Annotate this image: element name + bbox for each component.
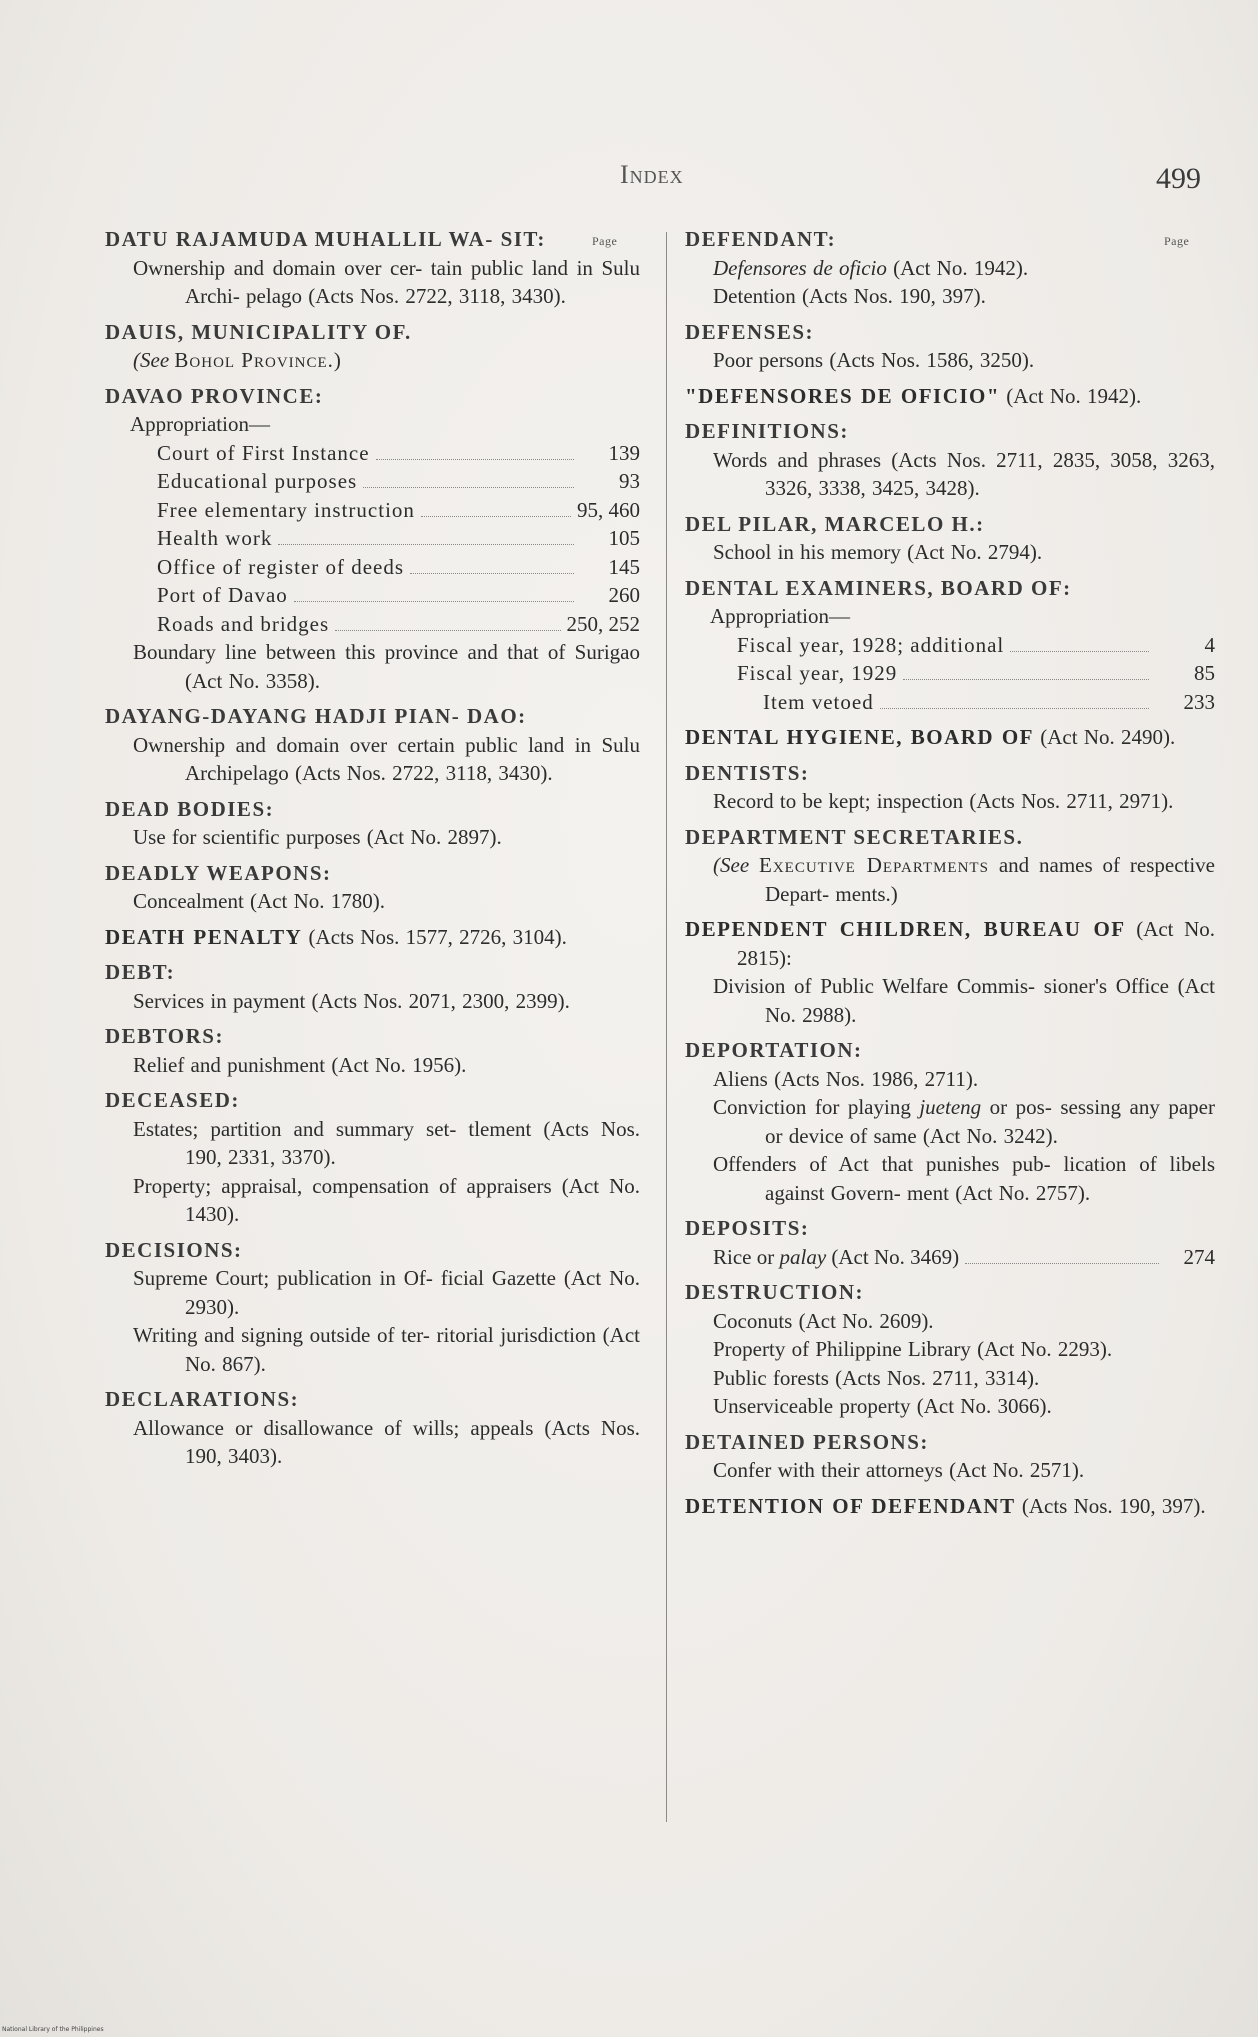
index-entry xyxy=(685,823,1215,909)
index-entry xyxy=(685,915,1215,1029)
entry-heading: DEFINITIONS: xyxy=(685,419,849,443)
entry-heading: DENTAL EXAMINERS, BOARD OF: xyxy=(685,575,1072,600)
page-ref: 95, 460 xyxy=(577,497,640,522)
index-entry xyxy=(685,417,1215,503)
index-entry xyxy=(105,1385,640,1471)
entry-reference: (Acts Nos. 190, 397). xyxy=(1021,1493,1206,1518)
page-item: Rice or palay (Act No. 3469) 274 xyxy=(685,1243,1215,1272)
entry-heading: DENTAL HYGIENE, BOARD OF xyxy=(685,725,1034,749)
page-ref: 250, 252 xyxy=(566,611,640,636)
entry-subentry: Services in payment (Acts Nos. 2071, 2300, 2399). xyxy=(133,988,570,1013)
index-entry xyxy=(685,1036,1215,1207)
entry-subentry: Concealment (Act No. 1780). xyxy=(133,889,386,913)
page-item: Educational purposes 93 xyxy=(105,467,640,496)
subheading: Appropriation— xyxy=(130,412,270,436)
entry-subentry: Defensores de oficio (Act No. 1942). xyxy=(713,255,1029,280)
page-item: Fiscal year, 1929 85 xyxy=(685,659,1215,688)
entry-heading: DEAD BODIES: xyxy=(105,796,275,821)
index-entry xyxy=(105,1086,640,1229)
entry-subentry: Ownership and domain over cer- tain public land in Sulu Archi- pelago (Acts Nos. 2722, 3118, 3430). xyxy=(133,255,640,308)
entry-subentry: Coconuts (Act No. 2609). xyxy=(713,1308,934,1333)
index-entry xyxy=(105,1022,640,1079)
page-item: Court of First Instance 139 xyxy=(105,439,640,468)
index-entry xyxy=(685,382,1215,411)
index-entry xyxy=(685,1428,1215,1485)
page-ref: 105 xyxy=(608,526,640,550)
index-entry xyxy=(685,759,1215,816)
entry-subentry: Relief and punishment (Act No. 1956). xyxy=(133,1052,467,1077)
index-entry xyxy=(105,382,640,696)
page-item: Fiscal year, 1928; additional 4 xyxy=(685,631,1215,660)
see-target: Bohol Province.) xyxy=(174,348,342,372)
page-ref: 85 xyxy=(1194,661,1215,685)
index-entry xyxy=(685,510,1215,567)
page-ref: 93 xyxy=(619,469,640,493)
entry-reference: (Acts Nos. 1577, 2726, 3104). xyxy=(308,924,567,949)
page-item: Health work 105 xyxy=(105,524,640,553)
entry-subentry: Boundary line between this province and that of Surigao (Act No. 3358). xyxy=(133,640,640,693)
index-entry xyxy=(685,1278,1215,1421)
index-entry xyxy=(685,723,1215,752)
subheading: Appropriation— xyxy=(710,604,850,628)
entry-heading: DETAINED PERSONS: xyxy=(685,1429,929,1454)
index-entry xyxy=(105,702,640,788)
page-ref: 260 xyxy=(608,583,640,607)
entry-heading: DAVAO PROVINCE: xyxy=(105,383,324,408)
entry-subentry: Unserviceable property (Act No. 3066). xyxy=(713,1394,1052,1418)
entry-heading: DESTRUCTION: xyxy=(685,1280,865,1304)
entry-subentry: Conviction for playing jueteng or pos- sessing any paper or device of same (Act No. 3242). xyxy=(713,1095,1215,1148)
index-entry xyxy=(105,958,640,1015)
entry-heading: DECLARATIONS: xyxy=(105,1387,300,1411)
entry-heading: DEPORTATION: xyxy=(685,1038,863,1062)
entry-heading: DEBTORS: xyxy=(105,1024,224,1048)
entry-subentry: Record to be kept; inspection (Acts Nos. 2711, 2971). xyxy=(713,789,1174,813)
page-ref: 274 xyxy=(1183,1244,1215,1269)
index-entry xyxy=(685,318,1215,375)
entry-subentry: Poor persons (Acts Nos. 1586, 3250). xyxy=(713,348,1035,372)
page-item: Roads and bridges 250, 252 xyxy=(105,610,640,639)
entry-subentry: School in his memory (Act No. 2794). xyxy=(713,540,1043,564)
index-entry xyxy=(105,795,640,852)
entry-heading: DEPOSITS: xyxy=(685,1216,810,1240)
entry-subentry: Allowance or disallowance of wills; appeals (Acts Nos. 190, 3403). xyxy=(133,1415,640,1468)
page-item: Port of Davao 260 xyxy=(105,581,640,610)
entry-subentry: Property of Philippine Library (Act No. 2293). xyxy=(713,1337,1113,1361)
entry-heading: DEATH PENALTY xyxy=(105,924,303,949)
entry-heading-line: DEPENDENT CHILDREN, BUREAU OF (Act No. 2815): xyxy=(685,917,1216,970)
entry-heading: DEL PILAR, MARCELO H.: xyxy=(685,511,985,536)
entry-heading: DENTISTS: xyxy=(685,760,810,785)
entry-subentry: Property; appraisal, compensation of appraisers (Act No. 1430). xyxy=(133,1173,640,1226)
entry-heading: DEPARTMENT SECRETARIES. xyxy=(685,824,1024,849)
page-ref: 145 xyxy=(608,554,640,579)
entry-heading: DECISIONS: xyxy=(105,1237,243,1262)
entry-subentry: Ownership and domain over certain public land in Sulu Archipelago (Acts Nos. 2722, 3118, 3430). xyxy=(133,732,640,785)
entry-heading: DEFENSES: xyxy=(685,319,815,344)
cross-reference: (See Executive Departments and names of respective Depart- ments.) xyxy=(713,853,1216,906)
page-number: 499 xyxy=(1156,162,1201,195)
index-entry xyxy=(105,923,640,952)
entry-heading: DAUIS, MUNICIPALITY OF. xyxy=(105,319,412,344)
page-ref: 4 xyxy=(1204,632,1215,657)
entry-subentry: Offenders of Act that punishes pub- lication of libels against Govern- ment (Act No. 2757). xyxy=(713,1152,1215,1205)
entry-subentry: Division of Public Welfare Commis- sioner's Office (Act No. 2988). xyxy=(713,974,1215,1027)
entry-subentry: Detention (Acts Nos. 190, 397). xyxy=(713,284,986,308)
entry-heading: DAYANG-DAYANG HADJI PIAN- DAO: xyxy=(105,704,527,728)
right-column xyxy=(685,225,1215,1527)
entry-subentry: Aliens (Acts Nos. 1986, 2711). xyxy=(713,1066,979,1091)
index-entry xyxy=(685,225,1215,311)
entry-heading: DATU RAJAMUDA MUHALLIL WA- SIT: xyxy=(105,227,546,251)
left-column xyxy=(105,225,640,1478)
see-label: (See xyxy=(133,348,170,372)
page-column-label-left: Page xyxy=(592,234,618,248)
index-entry xyxy=(685,1492,1215,1521)
index-entry xyxy=(105,225,640,311)
index-entry xyxy=(685,1214,1215,1271)
page-ref: 139 xyxy=(608,440,640,465)
page-item: Free elementary instruction 95, 460 xyxy=(105,496,640,525)
page-ref: 233 xyxy=(1183,689,1215,714)
entry-heading: DEBT: xyxy=(105,960,176,984)
page-item: Office of register of deeds 145 xyxy=(105,553,640,582)
entry-heading: DEADLY WEAPONS: xyxy=(105,860,332,885)
index-entry xyxy=(105,318,640,375)
entry-subentry: Confer with their attorneys (Act No. 2571). xyxy=(713,1458,1085,1482)
entry-subentry: Words and phrases (Acts Nos. 2711, 2835, 3058, 3263, 3326, 3338, 3425, 3428). xyxy=(713,447,1215,500)
cross-reference xyxy=(105,346,640,375)
entry-subentry: Writing and signing outside of ter- ritorial jurisdiction (Act No. 867). xyxy=(133,1323,640,1376)
entry-subentry: Use for scientific purposes (Act No. 2897). xyxy=(133,825,502,849)
entry-heading: DECEASED: xyxy=(105,1088,240,1112)
entry-heading: "DEFENSORES DE OFICIO" xyxy=(685,383,1001,408)
page-column-label-right: Page xyxy=(1164,234,1190,248)
index-entry xyxy=(105,1236,640,1379)
entry-subentry: Supreme Court; publication in Of- ficial Gazette (Act No. 2930). xyxy=(133,1266,640,1319)
entry-subentry: Estates; partition and summary set- tlement (Acts Nos. 190, 2331, 3370). xyxy=(133,1116,640,1169)
page-item: Item vetoed 233 xyxy=(685,688,1215,717)
entry-reference: (Act No. 1942). xyxy=(1006,383,1142,408)
entry-reference: (Act No. 2490). xyxy=(1040,725,1176,749)
column-divider xyxy=(666,232,667,1822)
index-entry xyxy=(685,574,1215,717)
entry-heading: DEFENDANT: xyxy=(685,227,837,251)
scan-credit: National Library of the Philippines xyxy=(2,2026,104,2033)
entry-subentry: Public forests (Acts Nos. 2711, 3314). xyxy=(713,1365,1040,1390)
running-head: Index xyxy=(620,160,684,189)
entry-heading: DETENTION OF DEFENDANT xyxy=(685,1493,1016,1518)
index-entry xyxy=(105,859,640,916)
